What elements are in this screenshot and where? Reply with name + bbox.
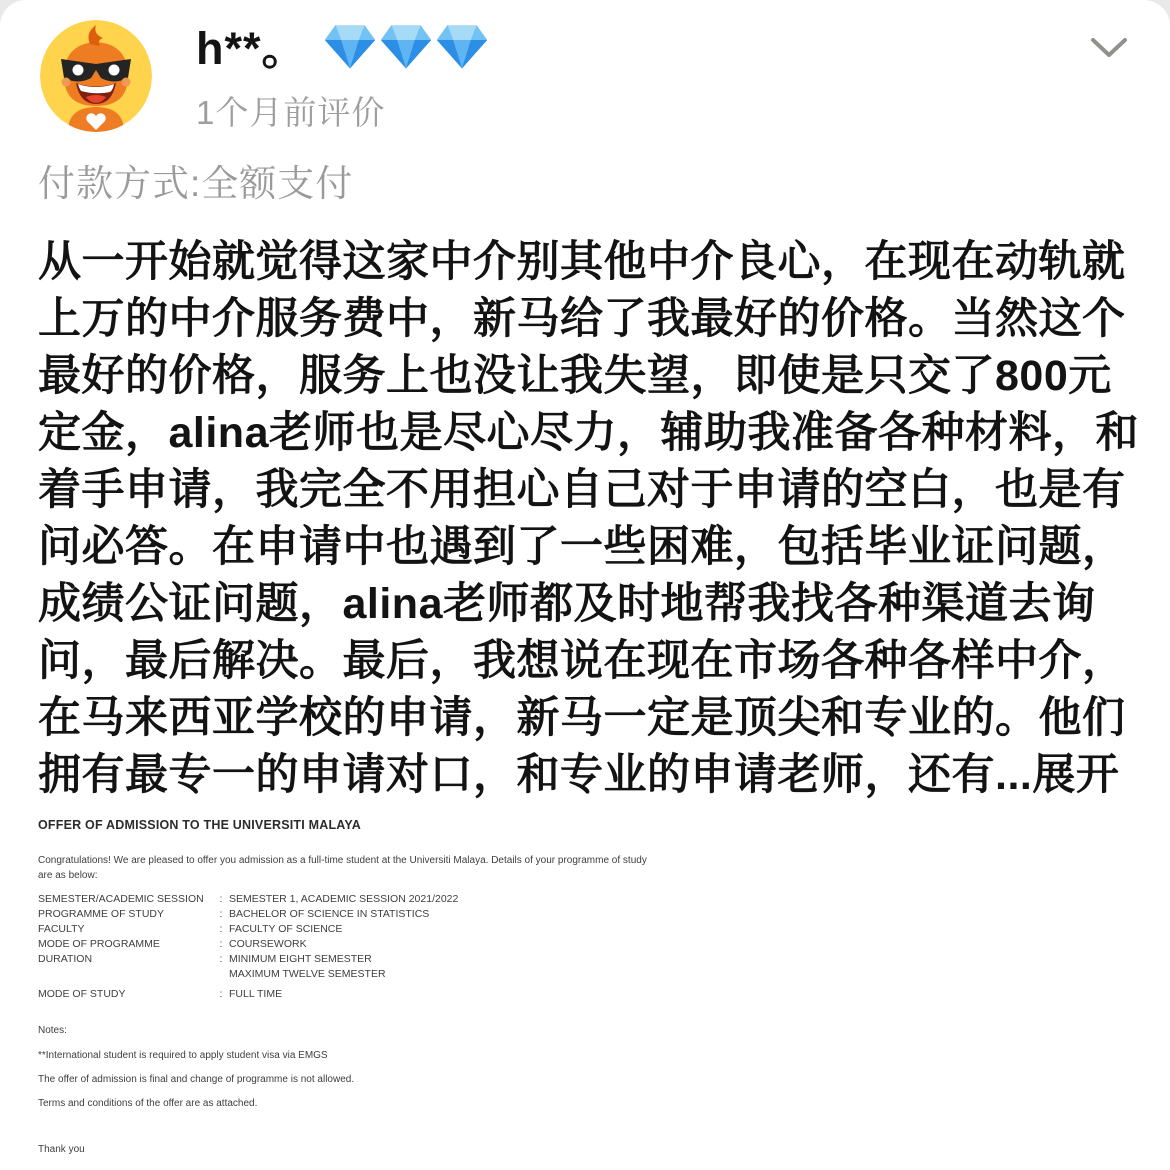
detail-label: PROGRAMME OF STUDY [38, 908, 165, 921]
detail-colon: : [219, 953, 223, 966]
detail-value: SEMESTER 1, ACADEMIC SESSION 2021/2022 [229, 893, 459, 906]
offer-detail-row [38, 937, 678, 952]
offer-detail-row [38, 987, 678, 1002]
review-text-line-end: 拥有最专一的申请对口，和专业的申请老师，还有... [38, 751, 1033, 800]
offer-detail-row [38, 907, 678, 922]
note-line: **International student is required to apply student visa via EMGS [38, 1050, 328, 1062]
username: h**。 [196, 23, 308, 74]
review-text-line: 着手申请，我完全不用担心自己对于申请的空白，也是有 [38, 466, 1126, 515]
offer-details-table [38, 892, 678, 1002]
payment-method: 付款方式:全额支付 [38, 162, 354, 204]
detail-label: FACULTY [38, 923, 85, 936]
review-text-line: 最好的价格，服务上也没让我失望，即使是只交了800元 [38, 352, 1112, 401]
user-level-badges [324, 23, 488, 70]
offer-detail-row [38, 922, 678, 937]
offer-letter-intro: Congratulations! We are pleased to offer you admission as a full-time student at the Universiti Malaya. Details of your programme of study are as below: [38, 855, 647, 882]
review-text-line: 在马来西亚学校的申请，新马一定是顶尖和专业的。他们 [38, 694, 1126, 743]
detail-label: MODE OF PROGRAMME [38, 938, 160, 951]
review-text [38, 234, 1140, 804]
detail-colon: : [219, 923, 223, 936]
note-line: The offer of admission is final and change of programme is not allowed. [38, 1074, 355, 1086]
note-line: Terms and conditions of the offer are as attached. [38, 1098, 258, 1110]
review-text-line: 成绩公证问题，alina老师都及时地帮我找各种渠道去询 [38, 580, 1096, 629]
notes-heading: Notes: [38, 1025, 67, 1037]
review-text-line: 从一开始就觉得这家中介别其他中介良心，在现在动轨就 [38, 238, 1126, 287]
review-text-line [38, 747, 1140, 804]
offer-detail-row [38, 952, 678, 982]
offer-detail-row [38, 892, 678, 907]
detail-label: SEMESTER/ACADEMIC SESSION [38, 893, 204, 906]
detail-value: FULL TIME [229, 988, 283, 1001]
detail-colon: : [219, 938, 223, 951]
review-header [0, 0, 1170, 134]
avatar [40, 20, 152, 132]
detail-label: DURATION [38, 953, 93, 966]
detail-value-line: MAXIMUM TWELVE SEMESTER [229, 968, 386, 981]
chevron-down-icon[interactable] [1090, 36, 1128, 60]
closing-line: Thank you [38, 1144, 85, 1156]
detail-colon: : [219, 908, 223, 921]
detail-label: MODE OF STUDY [38, 988, 126, 1001]
detail-value: FACULTY OF SCIENCE [229, 923, 343, 936]
review-text-line: 上万的中介服务费中，新马给了我最好的价格。当然这个 [38, 295, 1126, 344]
diamond-icon [324, 23, 376, 70]
review-text-line: 定金，alina老师也是尽心尽力，辅助我准备各种材料，和 [38, 409, 1139, 458]
detail-value [229, 952, 386, 982]
username-row [196, 24, 488, 74]
offer-letter-heading: OFFER OF ADMISSION TO THE UNIVERSITI MALAYA [38, 818, 361, 833]
detail-value: COURSEWORK [229, 938, 307, 951]
diamond-icon [380, 23, 432, 70]
diamond-icon [436, 23, 488, 70]
attachment-offer-letter-image[interactable] [38, 818, 678, 1157]
expand-link[interactable]: 展开 [1032, 751, 1120, 800]
detail-value: BACHELOR OF SCIENCE IN STATISTICS [229, 908, 430, 921]
detail-colon: : [219, 988, 223, 1001]
review-text-line: 问必答。在申请中也遇到了一些困难，包括毕业证问题， [38, 523, 1126, 572]
detail-value-line: MINIMUM EIGHT SEMESTER [229, 953, 372, 966]
review-text-line: 问，最后解决。最后，我想说在现在市场各种各样中介， [38, 637, 1126, 686]
review-timestamp: 1个月前评价 [196, 93, 386, 131]
detail-colon: : [219, 893, 223, 906]
user-meta [196, 20, 488, 134]
